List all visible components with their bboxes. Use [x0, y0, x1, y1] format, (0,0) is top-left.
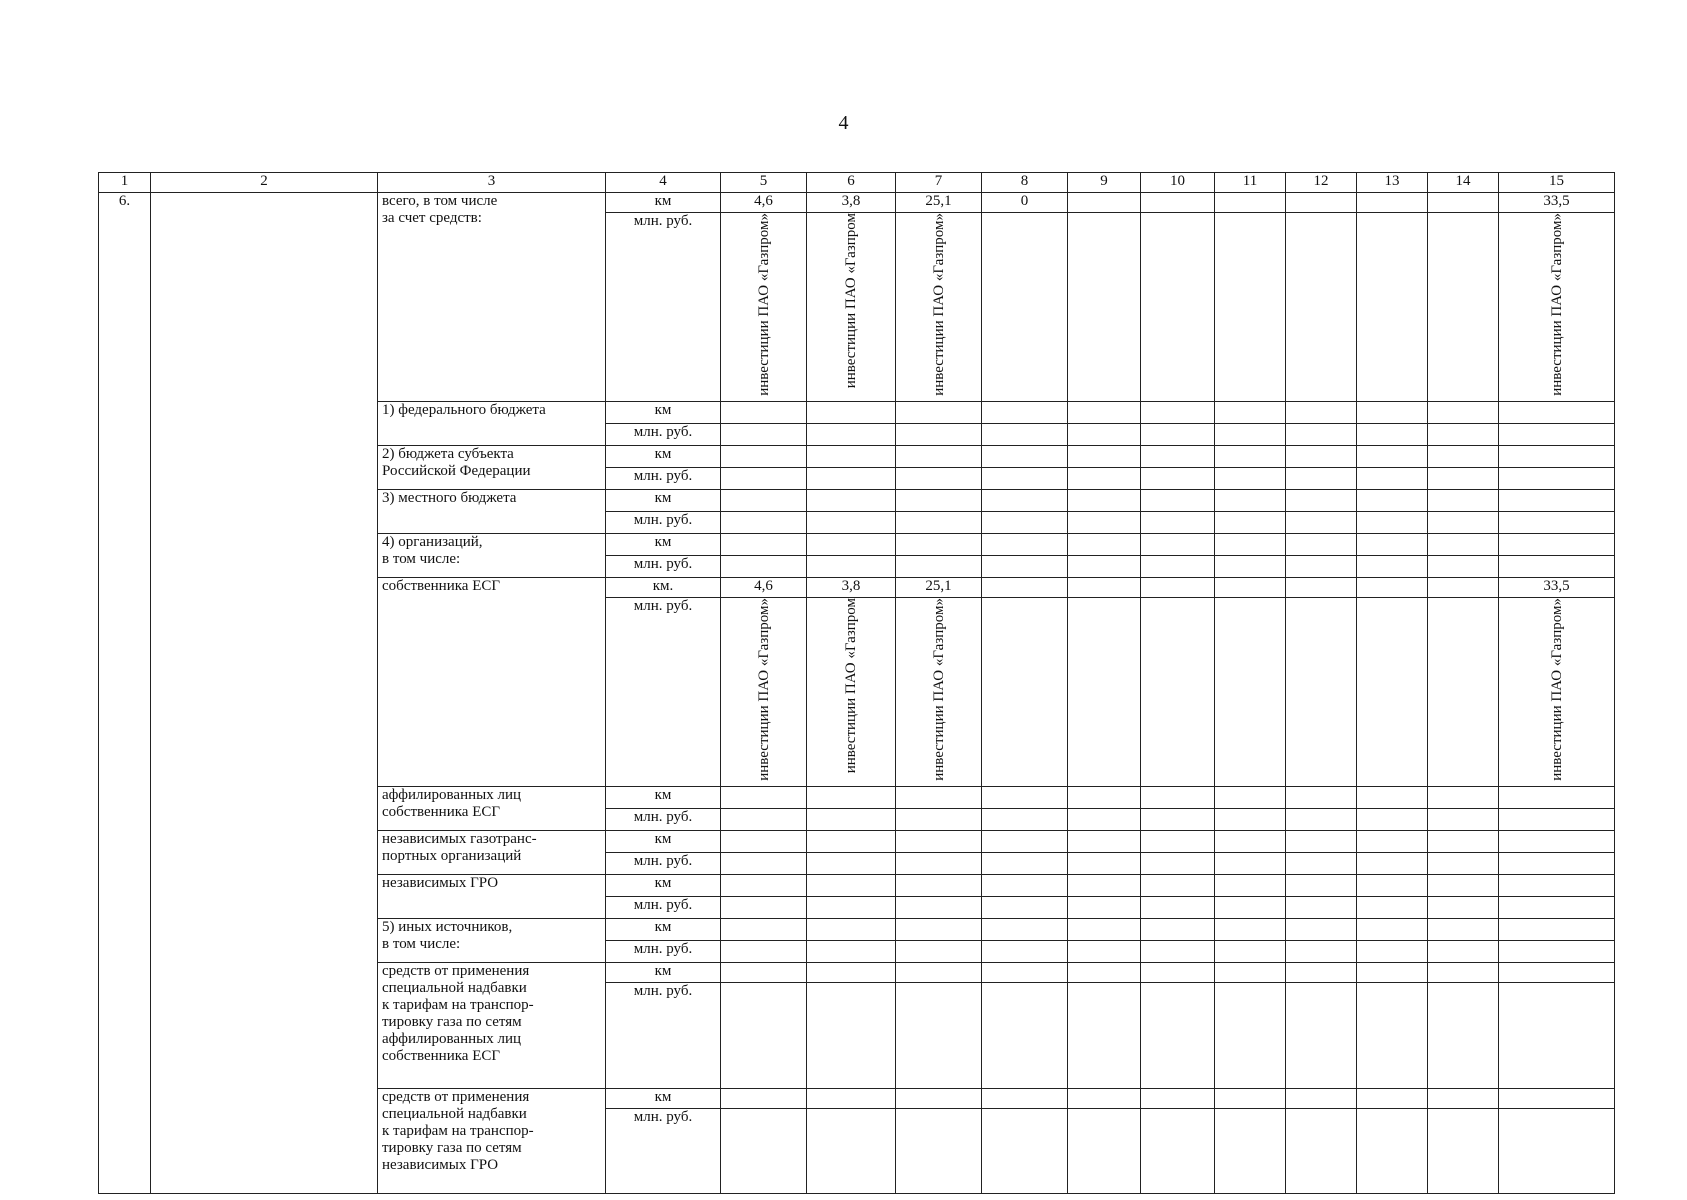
funding-note-cell [896, 213, 982, 402]
funding-note-cell [721, 213, 807, 402]
funding-note-cell [721, 597, 807, 786]
source-label: 1) федерального бюджета [378, 401, 606, 445]
source-label-line: к тарифам на транспор- [382, 996, 534, 1013]
empty-cell [1215, 213, 1286, 402]
source-label-line: специальной надбавки [382, 979, 527, 996]
unit-km: км [606, 445, 721, 467]
source-label-line: независимых ГРО [382, 1156, 499, 1173]
source-label-line: в том числе: [382, 550, 461, 567]
header-cell: 6 [807, 173, 896, 193]
source-label [378, 533, 606, 577]
empty-cell [1357, 213, 1428, 402]
funding-note: инвестиции ПАО «Газпром» [755, 597, 772, 781]
unit-mln: млн. руб. [606, 1108, 721, 1193]
unit-mln: млн. руб. [606, 555, 721, 577]
header-cell: 5 [721, 173, 807, 193]
empty-cell [1141, 213, 1215, 402]
funding-note-cell [807, 213, 896, 402]
funding-note: инвестиции ПАО «Газпром» [1548, 213, 1565, 396]
funding-note-cell [1499, 597, 1615, 786]
source-label-line: тировку газа по сетям [382, 1139, 522, 1156]
source-label [378, 1088, 606, 1193]
value-cell: 33,5 [1499, 577, 1615, 597]
source-label-line: 5) иных источников, [382, 918, 513, 935]
source-label-line: аффилированных лиц [382, 786, 522, 803]
value-cell: 25,1 [896, 193, 982, 213]
funding-note-cell [1499, 213, 1615, 402]
empty-cell [1068, 193, 1141, 213]
header-cell: 10 [1141, 173, 1215, 193]
unit-mln: млн. руб. [606, 896, 721, 918]
funding-note: инвестиции ПАО «Газпром [843, 213, 859, 389]
source-label [378, 918, 606, 962]
unit-km: км [606, 786, 721, 808]
header-cell: 4 [606, 173, 721, 193]
source-label-line: аффилированных лиц [382, 1030, 522, 1047]
funding-note: инвестиции ПАО «Газпром» [930, 597, 947, 781]
header-cell: 7 [896, 173, 982, 193]
unit-mln: млн. руб. [606, 597, 721, 786]
empty-cell [1428, 193, 1499, 213]
value-cell: 4,6 [721, 577, 807, 597]
source-label: собственника ЕСГ [378, 577, 606, 786]
unit-mln: млн. руб. [606, 213, 721, 402]
row-number: 6. [99, 193, 151, 1194]
source-label-line: портных организаций [382, 847, 522, 864]
source-label-line: специальной надбавки [382, 1105, 527, 1122]
source-label [378, 786, 606, 830]
header-cell: 3 [378, 173, 606, 193]
project-cell [151, 193, 378, 1194]
source-label-line: 2) бюджета субъекта [382, 445, 514, 462]
unit-km: км [606, 401, 721, 423]
source-label-line: независимых газотранс- [382, 830, 537, 847]
value-cell: 25,1 [896, 577, 982, 597]
source-label-line: средств от применения [382, 1088, 530, 1105]
header-cell: 14 [1428, 173, 1499, 193]
funding-note: инвестиции ПАО «Газпром» [930, 213, 947, 396]
funding-note: инвестиции ПАО «Газпром» [1548, 597, 1565, 781]
source-label [378, 962, 606, 1088]
unit-km: км [606, 918, 721, 940]
source-label: 3) местного бюджета [378, 489, 606, 533]
unit-km: км [606, 830, 721, 852]
header-cell: 11 [1215, 173, 1286, 193]
page-number: 4 [838, 112, 849, 134]
empty-cell [1286, 213, 1357, 402]
source-label-line: к тарифам на транспор- [382, 1122, 534, 1139]
table-row [99, 193, 1615, 213]
empty-cell [1215, 193, 1286, 213]
header-cell: 8 [982, 173, 1068, 193]
source-label-line: собственника ЕСГ [382, 803, 501, 820]
unit-km: км [606, 489, 721, 511]
header-cell: 2 [151, 173, 378, 193]
header-cell: 9 [1068, 173, 1141, 193]
empty-cell [1141, 193, 1215, 213]
header-cell: 13 [1357, 173, 1428, 193]
unit-mln: млн. руб. [606, 852, 721, 874]
unit-km: км [606, 874, 721, 896]
empty-cell [982, 213, 1068, 402]
source-label [378, 445, 606, 489]
unit-mln: млн. руб. [606, 511, 721, 533]
source-label-line: 4) организаций, [382, 533, 483, 550]
value-cell: 0 [982, 193, 1068, 213]
source-label-line: в том числе: [382, 935, 461, 952]
header-cell: 12 [1286, 173, 1357, 193]
value-cell: 33,5 [1499, 193, 1615, 213]
source-label-line: всего, в том числе [382, 193, 498, 209]
source-label-total [378, 193, 606, 402]
empty-cell [1357, 193, 1428, 213]
unit-km: км [606, 193, 721, 213]
source-label-line: средств от применения [382, 962, 530, 979]
value-cell: 3,8 [807, 577, 896, 597]
unit-mln: млн. руб. [606, 467, 721, 489]
source-label: независимых ГРО [378, 874, 606, 918]
funding-note: инвестиции ПАО «Газпром» [755, 213, 772, 396]
funding-note: инвестиции ПАО «Газпром [843, 597, 859, 774]
unit-km: км [606, 1088, 721, 1108]
unit-km: км [606, 533, 721, 555]
unit-mln: млн. руб. [606, 808, 721, 830]
unit-km: км. [606, 577, 721, 597]
unit-km: км [606, 962, 721, 982]
header-cell: 1 [99, 173, 151, 193]
value-cell: 3,8 [807, 193, 896, 213]
unit-mln: млн. руб. [606, 982, 721, 1088]
empty-cell [1068, 213, 1141, 402]
source-label-line: за счет средств: [382, 210, 482, 226]
unit-mln: млн. руб. [606, 940, 721, 962]
header-cell: 15 [1499, 173, 1615, 193]
funding-note-cell [896, 597, 982, 786]
funding-note-cell [807, 597, 896, 786]
source-label-line: собственника ЕСГ [382, 1047, 501, 1064]
source-label-line: тировку газа по сетям [382, 1013, 522, 1030]
funding-table [98, 172, 1615, 1194]
header-row [99, 173, 1615, 193]
source-label-line: Российской Федерации [382, 462, 531, 479]
empty-cell [1428, 213, 1499, 402]
empty-cell [1286, 193, 1357, 213]
value-cell: 4,6 [721, 193, 807, 213]
unit-mln: млн. руб. [606, 423, 721, 445]
source-label [378, 830, 606, 874]
